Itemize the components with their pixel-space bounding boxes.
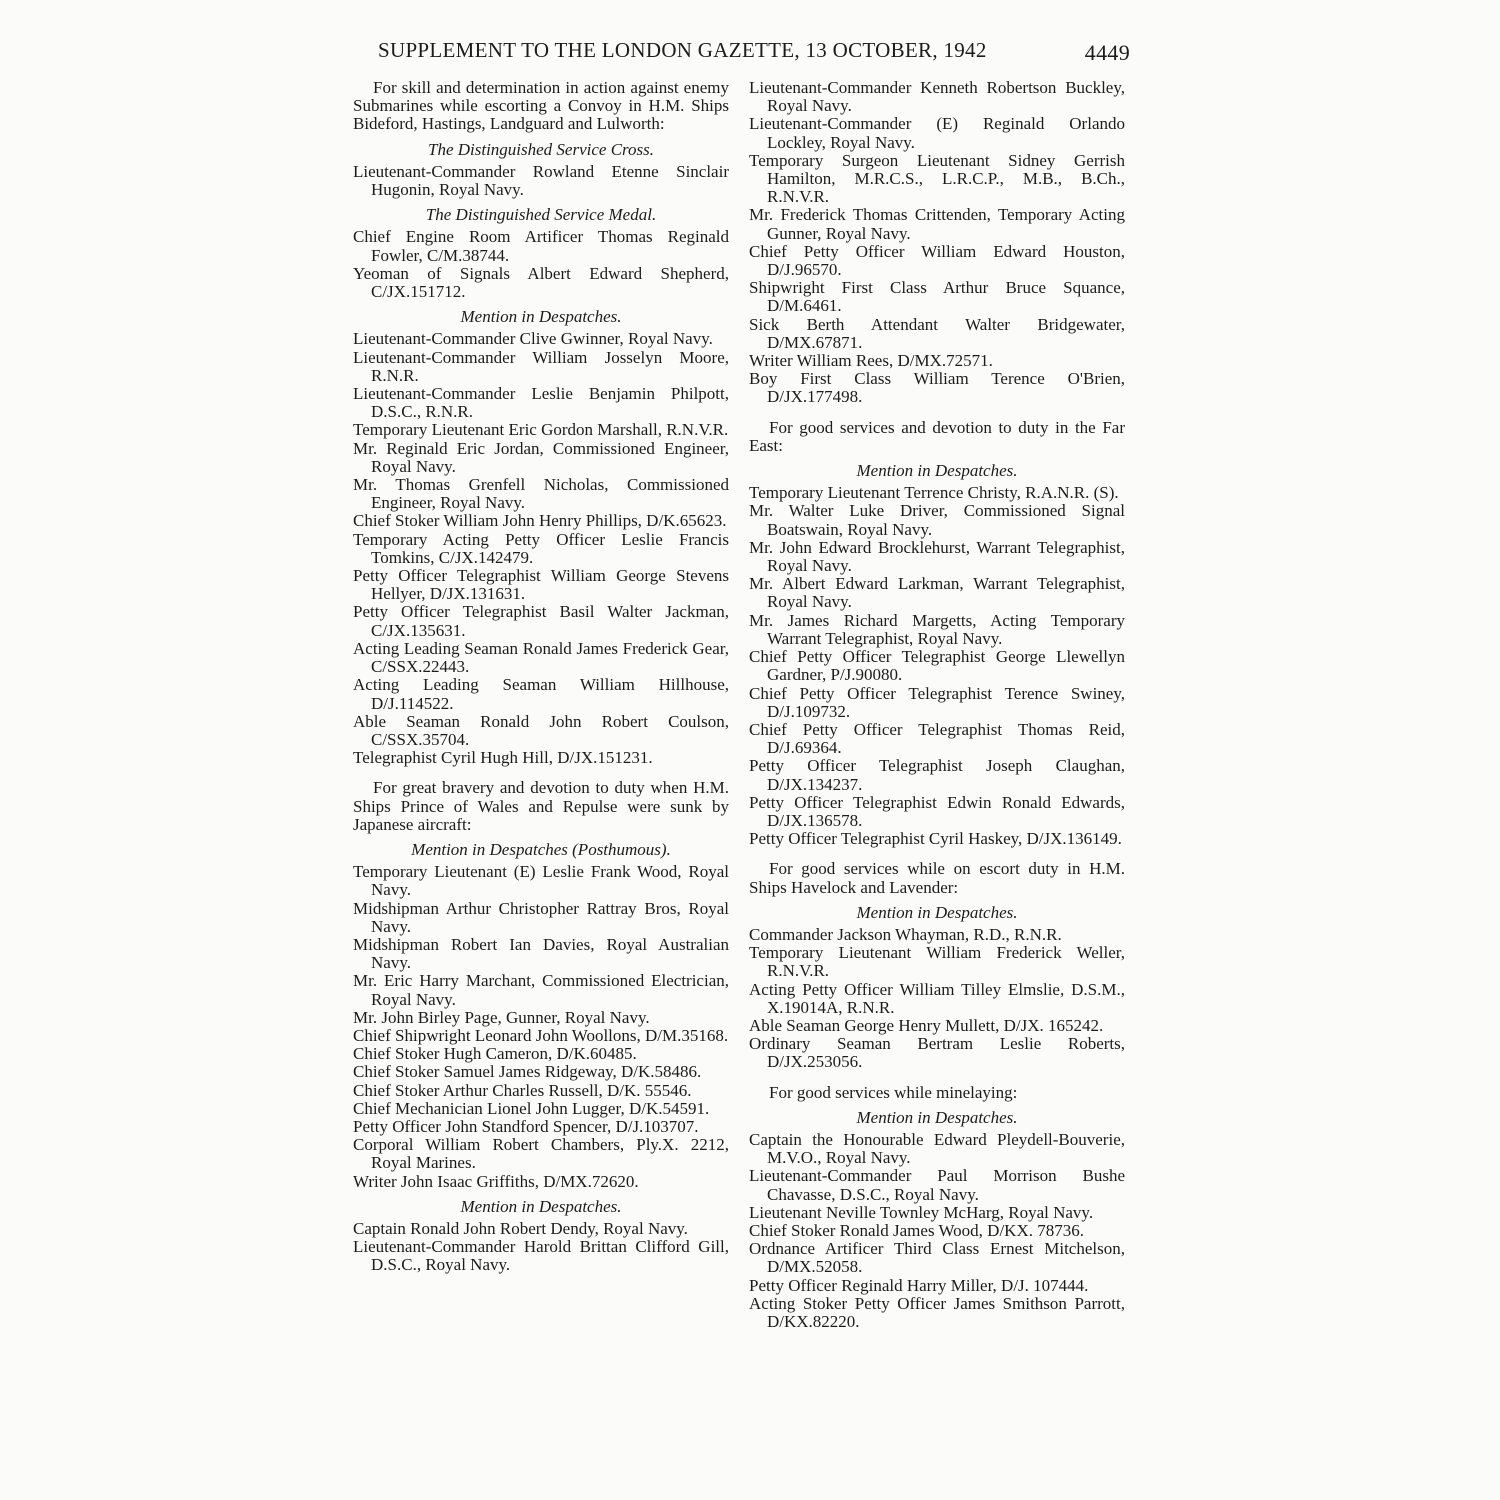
award-heading: The Distinguished Service Medal. xyxy=(425,205,657,225)
citation-intro: For good services while minelaying: xyxy=(769,1082,1018,1102)
award-entry: Petty Officer Telegraphist Basil Walter Jackman, C/JX.135631. xyxy=(353,602,729,640)
award-heading: Mention in Despatches. xyxy=(460,1196,622,1216)
award-entry: Chief Petty Officer Telegraphist George Llewellyn Gardner, P/J.90080. xyxy=(749,647,1125,685)
award-entry: Mr. John Edward Brocklehurst, Warrant Telegraphist, Royal Navy. xyxy=(749,537,1125,576)
award-entry: Lieutenant-Commander Paul Morrison Bushe Chavasse, D.S.C., Royal Navy. xyxy=(749,1166,1125,1204)
award-entry: Temporary Lieutenant William Frederick Weller, R.N.V.R. xyxy=(749,943,1125,981)
section-gap xyxy=(749,407,1125,419)
citation-intro: For good services and devotion to duty in the Far East: xyxy=(749,417,1125,455)
award-entry: Petty Officer Telegraphist Cyril Haskey, D/JX.136149. xyxy=(749,829,1122,849)
award-entry: Chief Stoker Ronald James Wood, D/KX. 78736. xyxy=(749,1220,1084,1240)
award-entry: Lieutenant-Commander Clive Gwinner, Royal Navy. xyxy=(353,329,713,349)
award-entry: Able Seaman George Henry Mullett, D/JX. 165242. xyxy=(749,1015,1104,1035)
award-entry: Corporal William Robert Chambers, Ply.X. 2212, Royal Marines. xyxy=(353,1135,729,1173)
award-entry: Shipwright First Class Arthur Bruce Squance, D/M.6461. xyxy=(749,278,1125,316)
award-entry: Chief Engine Room Artificer Thomas Reginald Fowler, C/M.38744. xyxy=(353,227,729,265)
award-entry: Mr. John Birley Page, Gunner, Royal Navy. xyxy=(353,1007,650,1027)
award-entry: Midshipman Robert Ian Davies, Royal Australian Navy. xyxy=(353,934,729,973)
award-entry: Chief Petty Officer William Edward Houston, D/J.96570. xyxy=(749,241,1125,280)
award-entry: Acting Leading Seaman Ronald James Frederick Gear, C/SSX.22443. xyxy=(353,638,729,677)
award-entry: Chief Shipwright Leonard John Woollons, D/M.35168. xyxy=(353,1025,729,1045)
award-entry: Acting Stoker Petty Officer James Smithson Parrott, D/KX.82220. xyxy=(749,1293,1125,1331)
award-entry: Temporary Lieutenant Terrence Christy, R.A.N.R. (S). xyxy=(749,483,1119,503)
award-entry: Petty Officer John Standford Spencer, D/J.103707. xyxy=(353,1116,699,1136)
right-column xyxy=(749,79,1125,1331)
award-entry: Petty Officer Telegraphist William George Stevens Hellyer, D/JX.131631. xyxy=(353,566,729,604)
citation-intro: For good services while on escort duty in H.M. Ships Havelock and Lavender: xyxy=(749,859,1125,897)
award-entry: Temporary Lieutenant Eric Gordon Marshall, R.N.V.R. xyxy=(353,420,729,440)
award-entry: Lieutenant-Commander (E) Reginald Orlando Lockley, Royal Navy. xyxy=(749,114,1125,152)
left-column xyxy=(353,79,729,1275)
award-heading: Mention in Despatches. xyxy=(460,307,622,327)
award-entry: Temporary Lieutenant (E) Leslie Frank Wood, Royal Navy. xyxy=(353,862,729,900)
award-entry: Petty Officer Reginald Harry Miller, D/J. 107444. xyxy=(749,1275,1089,1295)
award-entry: Ordinary Seaman Bertram Leslie Roberts, D/JX.253056. xyxy=(749,1034,1125,1072)
award-entry: Boy First Class William Terence O'Brien, D/JX.177498. xyxy=(749,369,1125,407)
award-entry: Lieutenant-Commander Rowland Etenne Sinclair Hugonin, Royal Navy. xyxy=(353,161,729,200)
award-entry: Lieutenant Neville Townley McHarg, Royal Navy. xyxy=(749,1202,1094,1222)
page-number: 4449 xyxy=(1084,40,1130,65)
award-entry: Chief Stoker Samuel James Ridgeway, D/K.58486. xyxy=(353,1062,702,1082)
citation-intro: For skill and determination in action against enemy Submarines while escorting a Convoy in H.M. Ships Bideford, Hastings, Landguard and Lulworth: xyxy=(353,78,729,134)
award-heading: Mention in Despatches. xyxy=(856,461,1018,481)
page-header xyxy=(350,34,1130,68)
award-entry: Mr. James Richard Margetts, Acting Temporary Warrant Telegraphist, Royal Navy. xyxy=(749,610,1125,648)
award-heading: Mention in Despatches (Posthumous). xyxy=(411,839,671,859)
award-entry: Captain Ronald John Robert Dendy, Royal Navy. xyxy=(353,1218,688,1238)
award-entry: Mr. Albert Edward Larkman, Warrant Telegraphist, Royal Navy. xyxy=(749,574,1125,612)
award-entry: Chief Mechanician Lionel John Lugger, D/K.54591. xyxy=(353,1098,710,1118)
award-entry: Temporary Surgeon Lieutenant Sidney Gerrish Hamilton, M.R.C.S., L.R.C.P., M.B., B.Ch., R.N.V.R. xyxy=(749,150,1125,207)
award-entry: Mr. Eric Harry Marchant, Commissioned Electrician, Royal Navy. xyxy=(353,971,729,1009)
award-entry: Chief Stoker Arthur Charles Russell, D/K. 55546. xyxy=(353,1080,692,1100)
award-entry: Mr. Walter Luke Driver, Commissioned Signal Boatswain, Royal Navy. xyxy=(749,501,1125,539)
award-entry: Lieutenant-Commander William Josselyn Moore, R.N.R. xyxy=(353,347,729,385)
award-entry: Ordnance Artificer Third Class Ernest Mitchelson, D/MX.52058. xyxy=(749,1239,1125,1277)
award-heading: Mention in Despatches. xyxy=(856,902,1018,922)
award-entry: Temporary Acting Petty Officer Leslie Francis Tomkins, C/JX.142479. xyxy=(353,529,729,567)
award-entry: Chief Stoker William John Henry Phillips, D/K.65623. xyxy=(353,511,727,531)
award-entry: Sick Berth Attendant Walter Bridgewater, D/MX.67871. xyxy=(749,314,1125,352)
citation-intro: For great bravery and devotion to duty when H.M. Ships Prince of Wales and Repulse were sunk by Japanese aircraft: xyxy=(353,778,729,834)
gazette-title: SUPPLEMENT TO THE LONDON GAZETTE, 13 OCTOBER, 1942 xyxy=(378,38,987,62)
award-entry: Lieutenant-Commander Leslie Benjamin Philpott, D.S.C., R.N.R. xyxy=(353,384,729,422)
award-entry: Chief Petty Officer Telegraphist Thomas Reid, D/J.69364. xyxy=(749,719,1125,758)
award-entry: Lieutenant-Commander Harold Brittan Clifford Gill, D.S.C., Royal Navy. xyxy=(353,1237,729,1275)
award-entry: Acting Petty Officer William Tilley Elmslie, D.S.M., X.19014A, R.N.R. xyxy=(749,979,1125,1017)
award-entry: Acting Leading Seaman William Hillhouse, D/J.114522. xyxy=(353,675,729,713)
section-gap xyxy=(749,1072,1125,1084)
award-entry: Telegraphist Cyril Hugh Hill, D/JX.151231. xyxy=(353,748,653,768)
award-entry: Captain the Honourable Edward Pleydell-Bouverie, M.V.O., Royal Navy. xyxy=(749,1129,1125,1168)
award-entry: Chief Petty Officer Telegraphist Terence Swiney, D/J.109732. xyxy=(749,683,1125,721)
award-entry: Petty Officer Telegraphist Edwin Ronald Edwards, D/JX.136578. xyxy=(749,792,1125,830)
award-entry: Mr. Frederick Thomas Crittenden, Temporary Acting Gunner, Royal Navy. xyxy=(749,205,1125,243)
award-entry: Writer William Rees, D/MX.72571. xyxy=(749,351,993,371)
award-heading: The Distinguished Service Cross. xyxy=(427,139,655,159)
award-entry: Commander Jackson Whayman, R.D., R.N.R. xyxy=(749,924,1062,944)
award-entry: Chief Stoker Hugh Cameron, D/K.60485. xyxy=(353,1044,637,1064)
award-entry: Lieutenant-Commander Kenneth Robertson Buckley, Royal Navy. xyxy=(749,78,1125,116)
award-entry: Writer John Isaac Griffiths, D/MX.72620. xyxy=(353,1171,639,1191)
award-heading: Mention in Despatches. xyxy=(856,1107,1018,1127)
award-entry: Petty Officer Telegraphist Joseph Claughan, D/JX.134237. xyxy=(749,756,1125,794)
award-entry: Mr. Thomas Grenfell Nicholas, Commissioned Engineer, Royal Navy. xyxy=(353,475,729,513)
award-entry: Mr. Reginald Eric Jordan, Commissioned Engineer, Royal Navy. xyxy=(353,438,729,476)
award-entry: Midshipman Arthur Christopher Rattray Bros, Royal Navy. xyxy=(353,898,729,936)
award-entry: Yeoman of Signals Albert Edward Shepherd, C/JX.151712. xyxy=(353,263,729,302)
award-entry: Able Seaman Ronald John Robert Coulson, C/SSX.35704. xyxy=(353,711,729,749)
